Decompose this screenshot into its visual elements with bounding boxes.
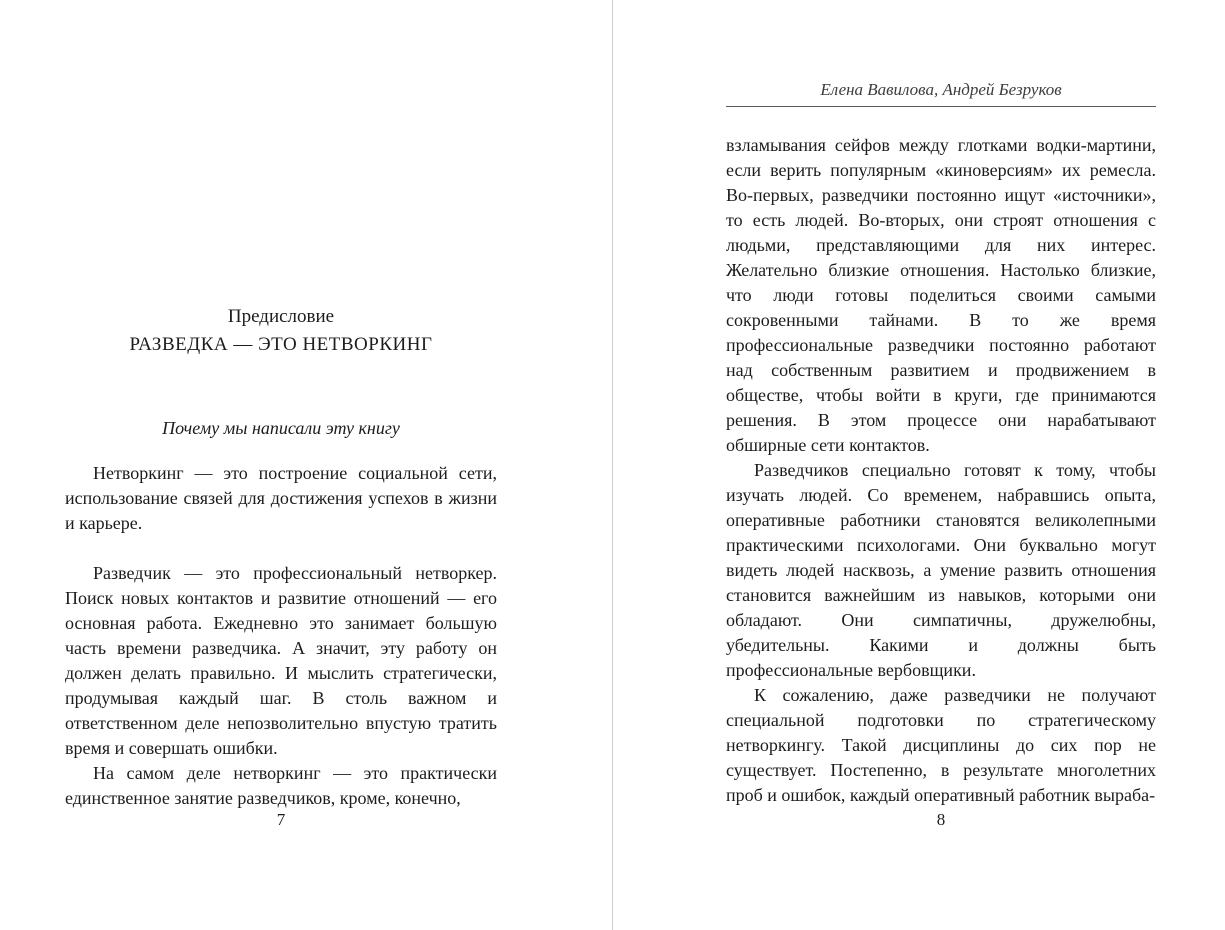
paragraph: Разведчик — это профессиональный нетворкер. Поиск новых контактов и развитие отношений — его основная работа. Ежедневно это занимает большую часть времени разведчика. А значит, эту работу он должен делать правильно. И мыслить стратегически, продумывая каждый шаг. В столь важном и ответственном деле непозволительно впустую тратить время и совершать ошибки.: [65, 563, 497, 758]
page-number-left: 7: [276, 810, 286, 829]
paragraph: взламывания сейфов между глотками водки-мартини, если верить популярным «киноверсиям» их ремесла. Во-первых, разведчики постоянно ищут «источники», то есть людей. Во-вторых, они строят отношения с людьми, представляющими для них интерес. Желательно близкие отношения. Настолько близкие, что люди готовы поделиться своими самыми сокровенными тайнами. В то же время профессиональные разведчики постоянно работают над собственным развитием и продвижением в обществе, чтобы войти в круги, где принимаются решения. В этом процессе они нарабатывают обширные сети контактов.: [726, 135, 1156, 455]
section-heading: Почему мы написали эту книгу: [162, 418, 400, 438]
paragraph: Разведчиков специально готовят к тому, чтобы изучать людей. Со временем, набравшись опыта, оперативные работники становятся великолепными практическими психологами. Они буквально могут видеть людей насквозь, а умение развить отношения становится важнейшим из навыков, которыми они обладают. Они симпатичны, дружелюбны, убедительны. Какими и должны быть профессиональные вербовщики.: [726, 460, 1156, 680]
paragraph: К сожалению, даже разведчики не получают специальной подготовки по стратегическому нетворкингу. Такой дисциплины до сих пор не существует. Постепенно, в результате многолетних проб и ошибок, каждый оперативный работник выраба-: [726, 685, 1156, 805]
chapter-heading-block: [65, 303, 497, 359]
paragraph: На самом деле нетворкинг — это практически единственное занятие разведчиков, кроме, конечно,: [65, 763, 497, 808]
paragraph: Нетворкинг — это построение социальной сети, использование связей для достижения успехов в жизни и карьере.: [65, 463, 497, 533]
chapter-title: РАЗВЕДКА — ЭТО НЕТВОРКИНГ: [129, 334, 433, 355]
page-divider: [612, 0, 613, 930]
right-page-body: [726, 133, 1156, 808]
left-page-body: [65, 461, 497, 811]
right-page: [726, 0, 1156, 930]
left-page: [65, 0, 497, 930]
chapter-label: Предисловие: [227, 306, 335, 327]
page-number-right: 8: [936, 810, 946, 829]
running-header-rule: [726, 106, 1156, 107]
running-header: Елена Вавилова, Андрей Безруков: [820, 80, 1062, 99]
